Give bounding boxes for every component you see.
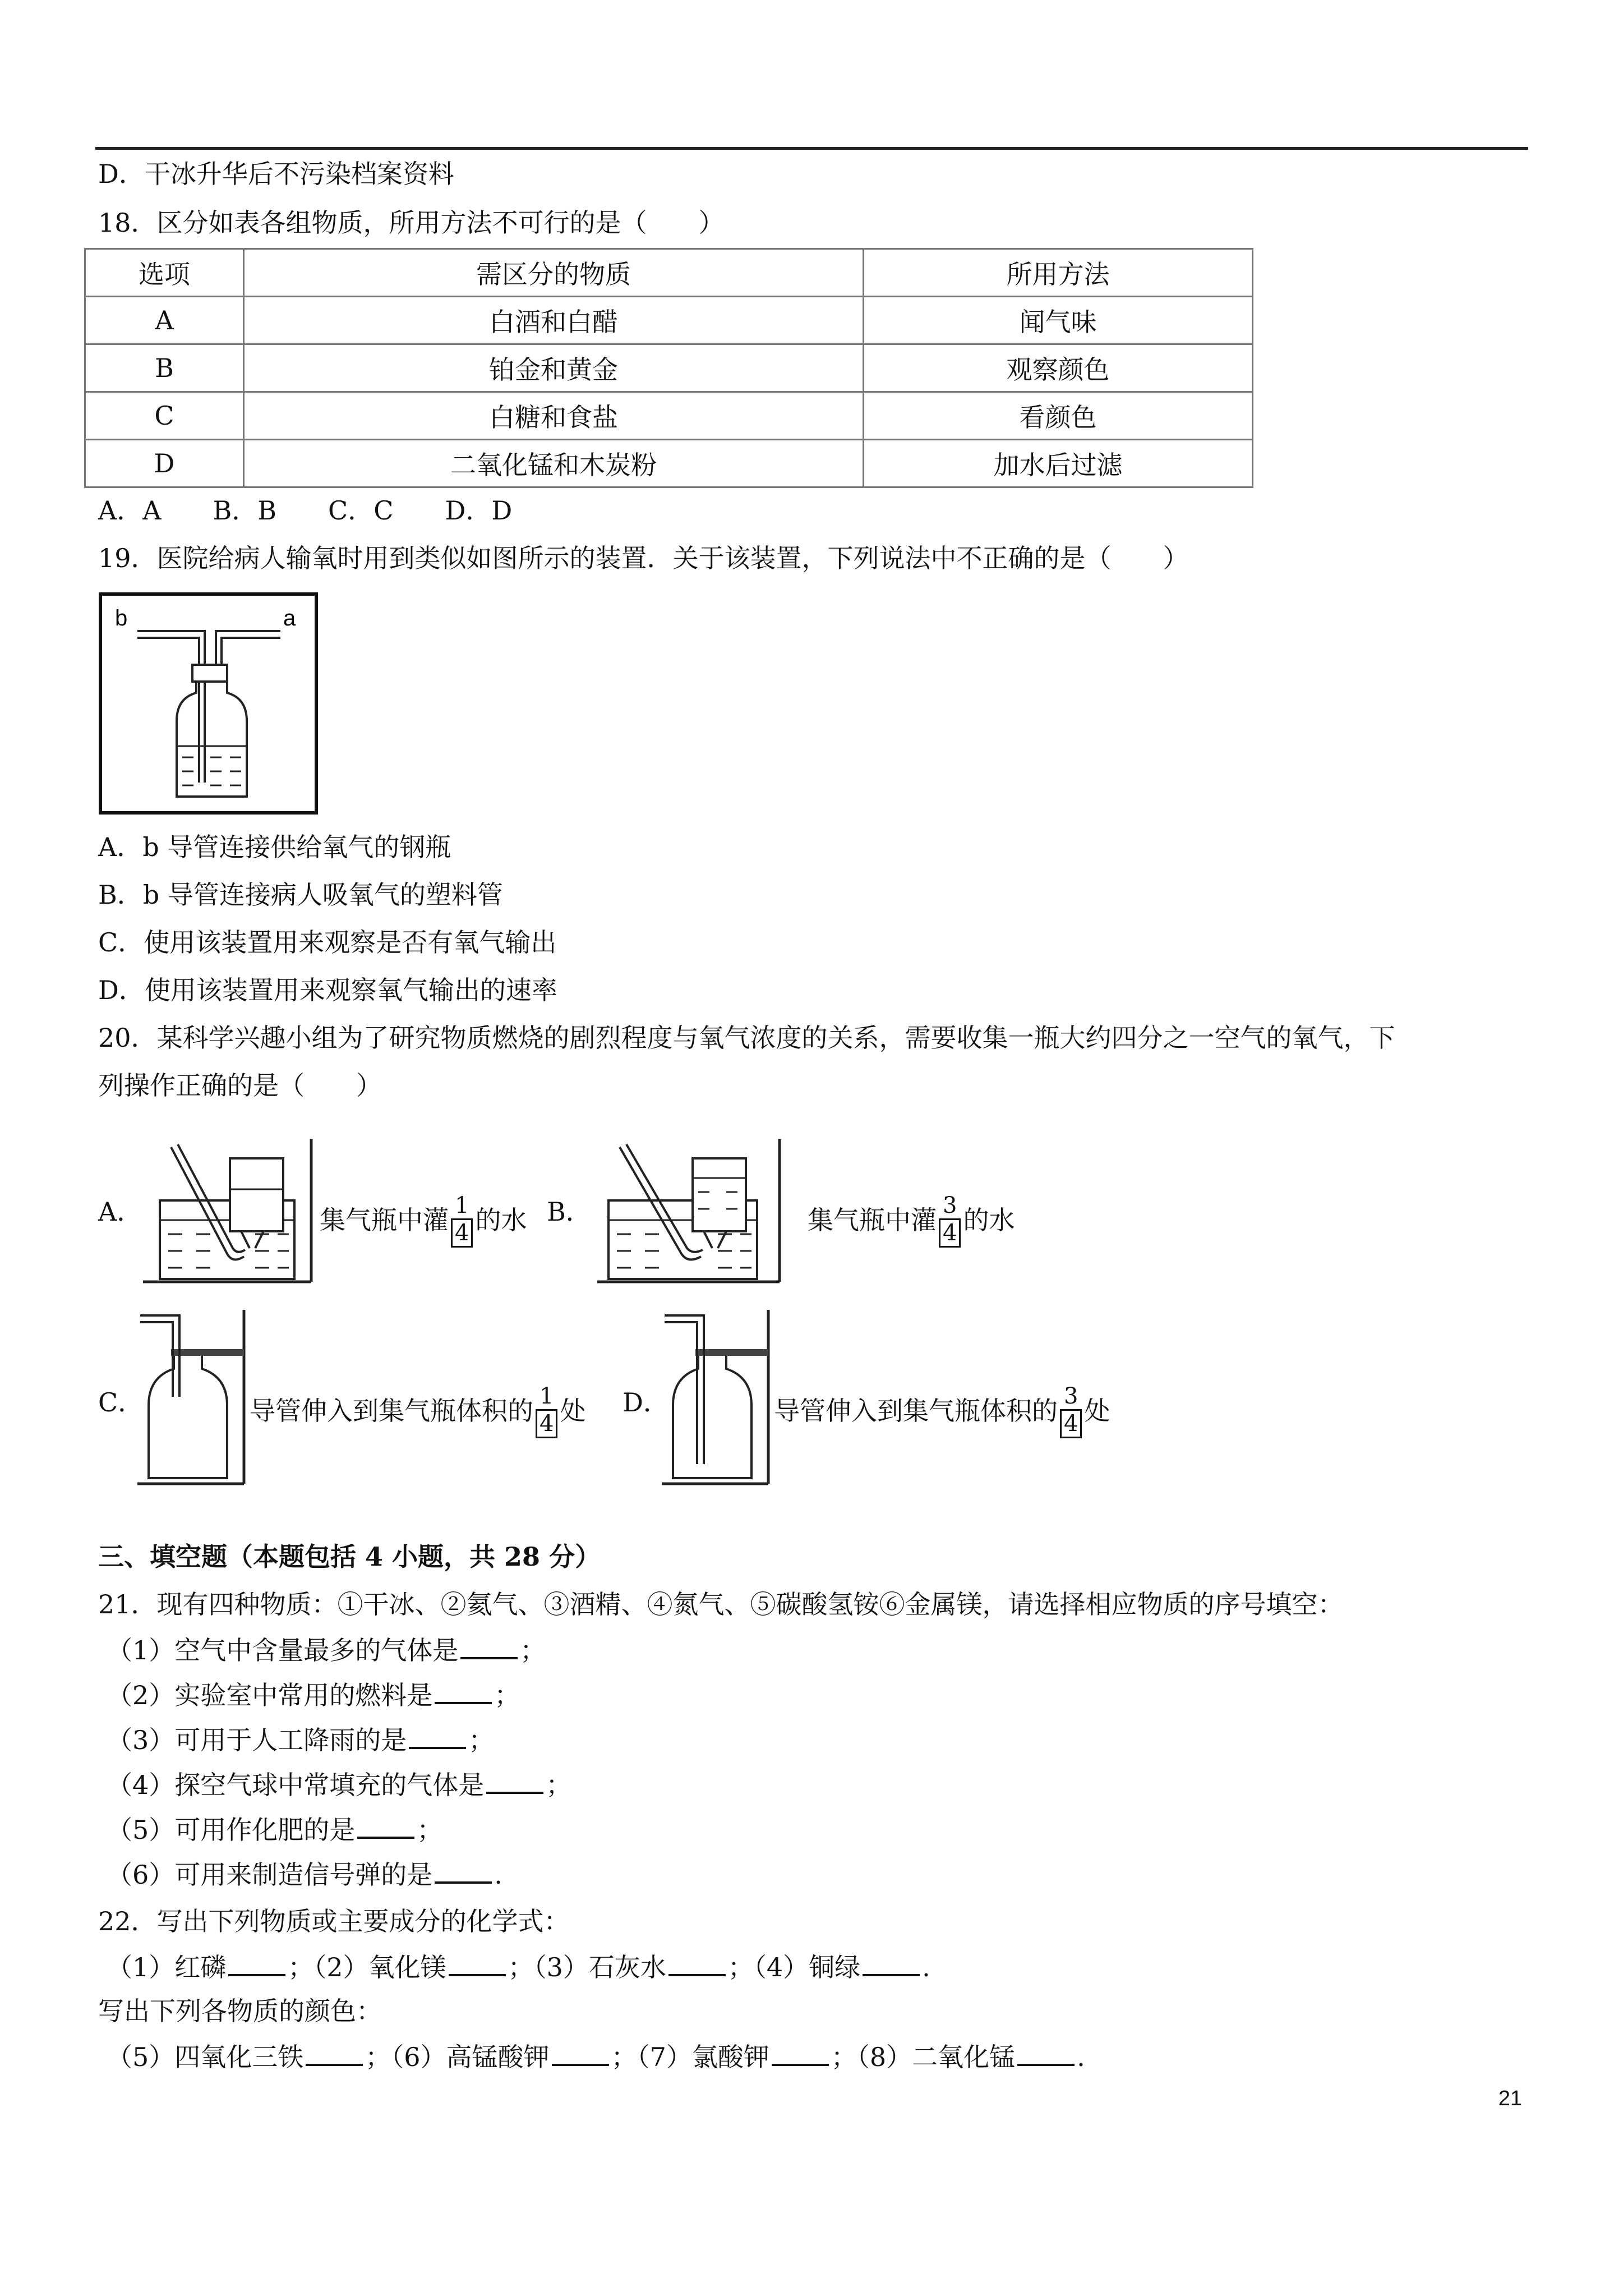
table-cell: 二氧化锰和木炭粉: [243, 440, 863, 487]
q18-options: A．A B．B C．C D．D: [98, 495, 513, 526]
gas-bottle-figure: [98, 592, 320, 816]
answer-blank[interactable]: [228, 1949, 285, 1976]
answer-blank[interactable]: [409, 1722, 466, 1749]
label-a: a: [283, 606, 296, 631]
q20-text-b: 集气瓶中灌 $\frac{3}{4}$ 的水: [808, 1195, 1015, 1250]
answer-blank[interactable]: [668, 1949, 726, 1976]
gas-jar-figure-d: [662, 1307, 774, 1487]
table-cell: 铂金和黄金: [243, 344, 863, 392]
table-cell: 白糖和食盐: [243, 392, 863, 440]
table-row: [85, 344, 1253, 392]
q19-stem: 19．医院给病人输氧时用到类似如图所示的装置．关于该装置，下列说法中不正确的是（ ）: [98, 543, 1189, 573]
fraction: $\frac{1}{4}$: [536, 1383, 557, 1438]
answer-blank[interactable]: [449, 1949, 506, 1976]
gas-jar-figure-c: [137, 1307, 250, 1487]
answer-blank[interactable]: [435, 1677, 492, 1704]
q20-label-a: A．: [98, 1197, 143, 1227]
answer-blank[interactable]: [306, 2039, 363, 2066]
table-cell: B: [85, 344, 244, 392]
q20-stem-line1: 20．某科学兴趣小组为了研究物质燃烧的剧烈程度与氧气浓度的关系，需要收集一瓶大约四分之一空气的氧气，下: [98, 1023, 1395, 1053]
table-cell: 观察颜色: [863, 344, 1252, 392]
table-header-cell: 所用方法: [863, 249, 1252, 297]
answer-blank[interactable]: [486, 1767, 543, 1794]
q19-option-b: B．b 导管连接病人吸氧气的塑料管: [98, 880, 503, 910]
table-cell: 闻气味: [863, 297, 1252, 344]
table-header-row: [85, 249, 1253, 297]
page-number: 21: [1498, 2087, 1522, 2110]
q17-option-d: D．干冰升华后不污染档案资料: [98, 159, 454, 189]
water-trough-figure-b: [597, 1136, 785, 1285]
q20-label-b: B．: [547, 1197, 592, 1227]
q20-text-c: 导管伸入到集气瓶体积的 $\frac{1}{4}$ 处: [250, 1386, 585, 1441]
table-row: [85, 392, 1253, 440]
q19-option-c: C．使用该装置用来观察是否有氧气输出: [98, 927, 557, 958]
q21-stem: 21．现有四种物质：①干冰、②氦气、③酒精、④氮气、⑤碳酸氢铵⑥金属镁，请选择相应物质的序号填空：: [98, 1589, 1344, 1619]
q19-option-a: A．b 导管连接供给氧气的钢瓶: [98, 832, 451, 862]
q19-option-d: D．使用该装置用来观察氧气输出的速率: [98, 975, 557, 1005]
q18-table: [84, 248, 1253, 488]
section-3-title: 三、填空题（本题包括 4 小题，共 28 分）: [98, 1542, 601, 1572]
answer-blank[interactable]: [772, 2039, 829, 2066]
table-cell: 看颜色: [863, 392, 1252, 440]
q21-item: （3）可用于人工降雨的是 ；: [107, 1722, 494, 1757]
answer-blank[interactable]: [863, 1949, 920, 1976]
q20-text-a: 集气瓶中灌 $\frac{1}{4}$ 的水: [320, 1195, 527, 1250]
table-header-cell: 选项: [85, 249, 244, 297]
q22-sub: 写出下列各物质的颜色：: [98, 1996, 382, 2026]
label-b: b: [115, 606, 128, 631]
answer-blank[interactable]: [435, 1857, 492, 1884]
table-cell: 加水后过滤: [863, 440, 1252, 487]
q18-stem: 18．区分如表各组物质，所用方法不可行的是（ ）: [98, 208, 725, 238]
answer-blank[interactable]: [357, 1812, 414, 1839]
q20-stem-line2: 列操作正确的是（ ）: [98, 1070, 382, 1101]
table-row: [85, 440, 1253, 487]
q22-stem: 22．写出下列物质或主要成分的化学式：: [98, 1906, 570, 1936]
q20-label-c: C．: [98, 1387, 144, 1418]
table-cell: A: [85, 297, 244, 344]
water-trough-figure-a: [143, 1136, 317, 1285]
q21-item: （4）探空气球中常填充的气体是 ；: [107, 1767, 571, 1802]
table-row: [85, 297, 1253, 344]
header-rule: [95, 147, 1528, 150]
q22-line1: （1）红磷 ；（2）氧化镁 ；（3）石灰水 ；（4）铜绿 .: [107, 1949, 930, 1984]
table-cell: 白酒和白醋: [243, 297, 863, 344]
answer-blank[interactable]: [552, 2039, 609, 2066]
answer-blank[interactable]: [460, 1632, 518, 1659]
q21-item: （5）可用作化肥的是 ；: [107, 1812, 442, 1847]
q21-item: （2）实验室中常用的燃料是 ；: [107, 1677, 520, 1712]
fraction: $\frac{1}{4}$: [451, 1193, 473, 1248]
answer-blank[interactable]: [1017, 2039, 1075, 2066]
q22-line2: （5）四氧化三铁 ；（6）高锰酸钾 ；（7）氯酸钾 ；（8）二氧化锰 .: [107, 2039, 1085, 2074]
table-cell: C: [85, 392, 244, 440]
table-header-cell: 需区分的物质: [243, 249, 863, 297]
q21-item: （1）空气中含量最多的气体是 ；: [107, 1632, 546, 1667]
fraction: $\frac{3}{4}$: [939, 1193, 961, 1248]
q20-text-d: 导管伸入到集气瓶体积的 $\frac{3}{4}$ 处: [774, 1386, 1110, 1441]
table-cell: D: [85, 440, 244, 487]
q21-item: （6）可用来制造信号弹的是 .: [107, 1857, 502, 1892]
fraction: $\frac{3}{4}$: [1060, 1383, 1082, 1438]
q20-label-d: D．: [623, 1387, 669, 1418]
